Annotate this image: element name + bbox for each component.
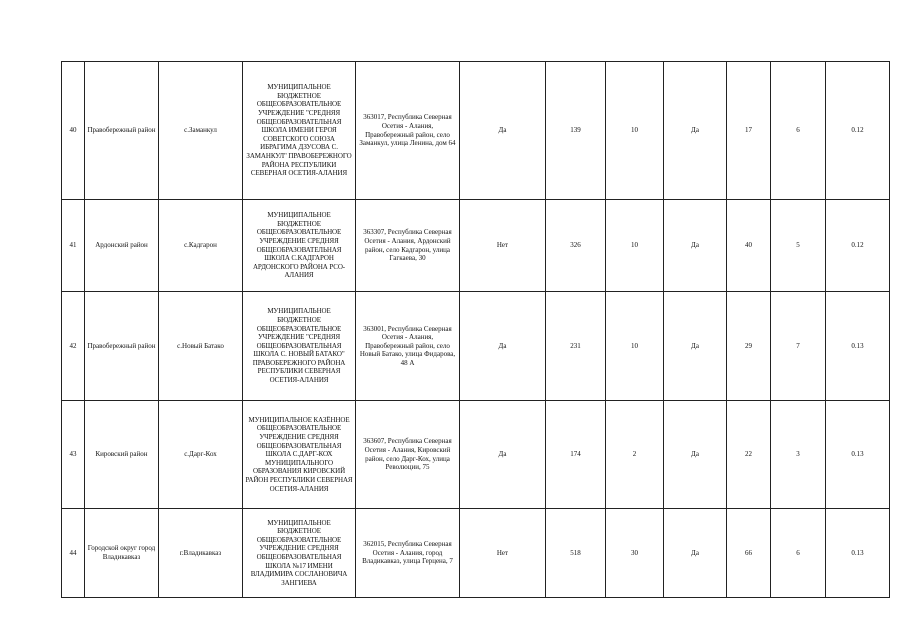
value-cell: 0.12 xyxy=(826,200,890,292)
value-cell: Да xyxy=(460,292,546,401)
table-row xyxy=(62,62,890,200)
district-cell: Ардонский район xyxy=(85,200,159,292)
locality-cell: с.Заманкул xyxy=(159,62,243,200)
value-cell: 0.12 xyxy=(826,62,890,200)
value-cell: Да xyxy=(664,200,727,292)
row-number: 40 xyxy=(62,62,85,200)
value-cell: 174 xyxy=(546,401,606,509)
value-cell: Да xyxy=(664,62,727,200)
value-cell: Нет xyxy=(460,509,546,598)
locality-cell: с.Кадгарон xyxy=(159,200,243,292)
value-cell: 17 xyxy=(727,62,771,200)
value-cell: 326 xyxy=(546,200,606,292)
address-cell: 363607, Республика Северная Осетия - Алания, Кировский район, село Дарг-Кох, улица Революции, 75 xyxy=(356,401,460,509)
value-cell: Да xyxy=(664,509,727,598)
value-cell: 40 xyxy=(727,200,771,292)
value-cell: 5 xyxy=(771,200,826,292)
district-cell: Правобережный район xyxy=(85,62,159,200)
schools-table xyxy=(61,61,890,598)
value-cell: 3 xyxy=(771,401,826,509)
row-number: 43 xyxy=(62,401,85,509)
value-cell: 10 xyxy=(606,62,664,200)
address-cell: 363017, Республика Северная Осетия - Алания, Правобережный район, село Заманкул, улица Ленина, дом 64 xyxy=(356,62,460,200)
row-number: 44 xyxy=(62,509,85,598)
value-cell: 231 xyxy=(546,292,606,401)
value-cell: Да xyxy=(460,401,546,509)
value-cell: 6 xyxy=(771,62,826,200)
value-cell: 2 xyxy=(606,401,664,509)
address-cell: 363307, Республика Северная Осетия - Алания, Ардонский район, село Кадгарон, улица Гагкаева, 30 xyxy=(356,200,460,292)
school-name-cell: МУНИЦИПАЛЬНОЕ БЮДЖЕТНОЕ ОБЩЕОБРАЗОВАТЕЛЬНОЕ УЧРЕЖДЕНИЕ СРЕДНЯЯ ОБЩЕОБРАЗОВАТЕЛЬНАЯ ШКОЛА №17 ИМЕНИ ВЛАДИМИРА СОСЛАНОВИЧА ЗАНГИЕВА xyxy=(243,509,356,598)
value-cell: 0.13 xyxy=(826,509,890,598)
value-cell: 10 xyxy=(606,200,664,292)
address-cell: 362015, Республика Северная Осетия - Алания, город Владикавказ, улица Герцена, 7 xyxy=(356,509,460,598)
value-cell: Нет xyxy=(460,200,546,292)
value-cell: Да xyxy=(460,62,546,200)
value-cell: 0.13 xyxy=(826,401,890,509)
table-row xyxy=(62,509,890,598)
value-cell: 139 xyxy=(546,62,606,200)
locality-cell: с.Дарг-Кох xyxy=(159,401,243,509)
school-name-cell: МУНИЦИПАЛЬНОЕ БЮДЖЕТНОЕ ОБЩЕОБРАЗОВАТЕЛЬНОЕ УЧРЕЖДЕНИЕ "СРЕДНЯЯ ОБЩЕОБРАЗОВАТЕЛЬНАЯ ШКОЛА С. НОВЫЙ БАТАКО" ПРАВОБЕРЕЖНОГО РАЙОНА РЕСПУБЛИКИ СЕВЕРНАЯ ОСЕТИЯ-АЛАНИЯ xyxy=(243,292,356,401)
value-cell: 29 xyxy=(727,292,771,401)
value-cell: 0.13 xyxy=(826,292,890,401)
row-number: 42 xyxy=(62,292,85,401)
value-cell: 30 xyxy=(606,509,664,598)
table-row xyxy=(62,401,890,509)
row-number: 41 xyxy=(62,200,85,292)
district-cell: Городской округ город Владикавказ xyxy=(85,509,159,598)
district-cell: Кировский район xyxy=(85,401,159,509)
table-row xyxy=(62,200,890,292)
value-cell: Да xyxy=(664,292,727,401)
value-cell: 10 xyxy=(606,292,664,401)
value-cell: 518 xyxy=(546,509,606,598)
value-cell: 66 xyxy=(727,509,771,598)
locality-cell: с.Новый Батако xyxy=(159,292,243,401)
locality-cell: г.Владикавказ xyxy=(159,509,243,598)
district-cell: Правобережный район xyxy=(85,292,159,401)
school-name-cell: МУНИЦИПАЛЬНОЕ БЮДЖЕТНОЕ ОБЩЕОБРАЗОВАТЕЛЬНОЕ УЧРЕЖДЕНИЕ СРЕДНЯЯ ОБЩЕОБРАЗОВАТЕЛЬНАЯ ШКОЛА С.КАДГАРОН АРДОНСКОГО РАЙОНА РСО-АЛАНИЯ xyxy=(243,200,356,292)
address-cell: 363001, Республика Северная Осетия - Алания, Правобережный район, село Новый Батако, улица Фидарова, 48 А xyxy=(356,292,460,401)
school-name-cell: МУНИЦИПАЛЬНОЕ КАЗЁННОЕ ОБЩЕОБРАЗОВАТЕЛЬНОЕ УЧРЕЖДЕНИЕ СРЕДНЯЯ ОБЩЕОБРАЗОВАТЕЛЬНАЯ ШКОЛА С.ДАРГ-КОХ МУНИЦИПАЛЬНОГО ОБРАЗОВАНИЯ КИРОВСКИЙ РАЙОН РЕСПУБЛИКИ СЕВЕРНАЯ ОСЕТИЯ-АЛАНИЯ xyxy=(243,401,356,509)
table-row xyxy=(62,292,890,401)
school-name-cell: МУНИЦИПАЛЬНОЕ БЮДЖЕТНОЕ ОБЩЕОБРАЗОВАТЕЛЬНОЕ УЧРЕЖДЕНИЕ "СРЕДНЯЯ ОБЩЕОБРАЗОВАТЕЛЬНАЯ ШКОЛА ИМЕНИ ГЕРОЯ СОВЕТСКОГО СОЮЗА ИБРАГИМА ДЗУСОВА С. ЗАМАНКУЛ" ПРАВОБЕРЕЖНОГО РАЙОНА РЕСПУБЛИКИ СЕВЕРНАЯ ОСЕТИЯ-АЛАНИЯ xyxy=(243,62,356,200)
value-cell: Да xyxy=(664,401,727,509)
value-cell: 6 xyxy=(771,509,826,598)
value-cell: 22 xyxy=(727,401,771,509)
value-cell: 7 xyxy=(771,292,826,401)
